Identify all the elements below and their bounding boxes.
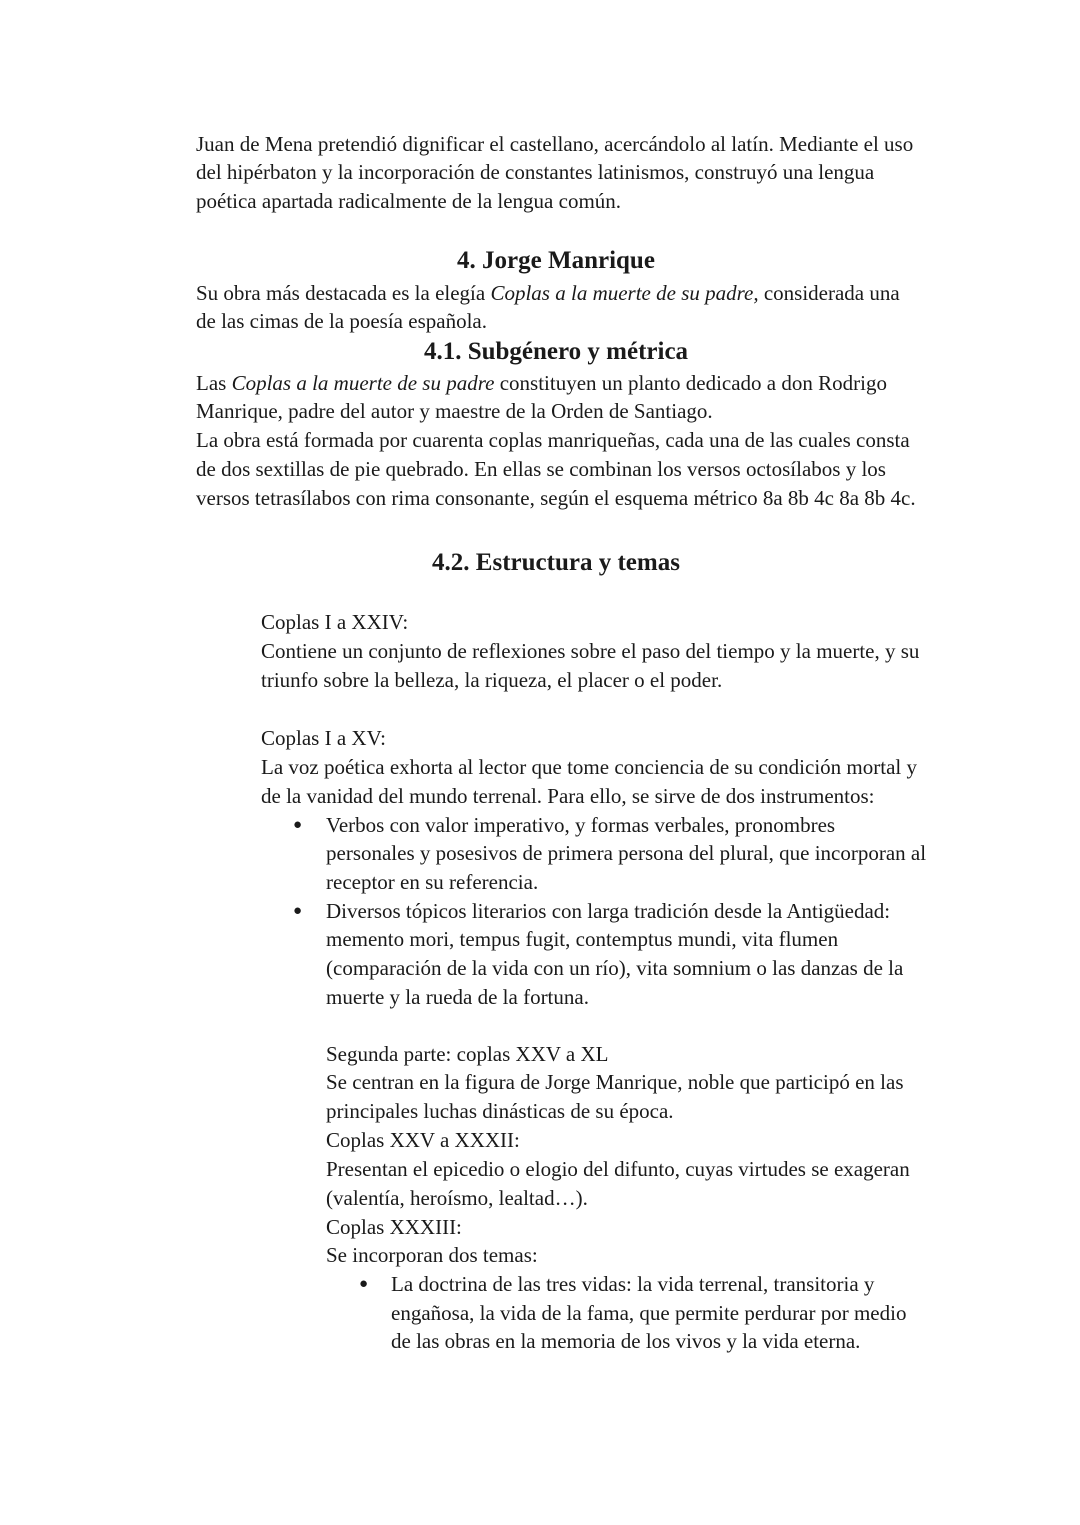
text-line: Juan de Mena pretendió dignificar el castellano, acercándolo al latín. Mediante el uso xyxy=(196,132,914,156)
bullet-icon: ● xyxy=(293,903,303,919)
text-line: memento mori, tempus fugit, contemptus mundi, vita flumen xyxy=(326,927,839,951)
text-line: Presentan el epicedio o elogio del difunto, cuyas virtudes se exageran xyxy=(326,1157,910,1181)
text-line: principales luchas dinásticas de su época. xyxy=(326,1099,674,1123)
text-line: Se incorporan dos temas: xyxy=(326,1243,538,1267)
text-line: Diversos tópicos literarios con larga tradición desde la Antigüedad: xyxy=(326,899,891,923)
text-line: La obra está formada por cuarenta coplas manriqueñas, cada una de las cuales consta xyxy=(196,428,910,452)
text-line: Coplas I a XV: xyxy=(261,726,387,750)
text-line: La voz poética exhorta al lector que tome conciencia de su condición mortal y xyxy=(261,755,917,779)
heading-section-4: 4. Jorge Manrique xyxy=(457,247,655,274)
text: Su obra más destacada es la elegía xyxy=(196,281,491,305)
text-line: personales y posesivos de primera persona del plural, que incorporan al xyxy=(326,841,927,865)
bullet-icon: ● xyxy=(359,1276,369,1292)
text-line: Contiene un conjunto de reflexiones sobre el paso del tiempo y la muerte, y su xyxy=(261,639,920,663)
text-line: Verbos con valor imperativo, y formas verbales, pronombres xyxy=(326,813,836,837)
text-line: (comparación de la vida con un río), vita somnium o las danzas de la xyxy=(326,956,904,980)
bullet-icon: ● xyxy=(293,817,303,833)
text-line: Coplas XXV a XXXII: xyxy=(326,1128,520,1152)
work-title: Coplas a la muerte de su padre, xyxy=(490,281,759,305)
work-title: Coplas a la muerte de su padre xyxy=(231,371,495,395)
text-line: La doctrina de las tres vidas: la vida terrenal, transitoria y xyxy=(391,1272,875,1296)
text-line: versos tetrasílabos con rima consonante, según el esquema métrico 8a 8b 4c 8a 8b 4c. xyxy=(196,486,916,510)
text-line: poética apartada radicalmente de la lengua común. xyxy=(196,189,622,213)
text-line: Segunda parte: coplas XXV a XL xyxy=(326,1042,609,1066)
text-line xyxy=(196,279,900,308)
text: constituyen un planto dedicado a don Rodrigo xyxy=(494,371,887,395)
heading-section-4-1: 4.1. Subgénero y métrica xyxy=(423,338,689,365)
text-line: Se centran en la figura de Jorge Manrique, noble que participó en las xyxy=(326,1070,904,1094)
text-line: Manrique, padre del autor y maestre de la Orden de Santiago. xyxy=(196,399,713,423)
text-line: de la vanidad del mundo terrenal. Para ello, se sirve de dos instrumentos: xyxy=(261,784,875,808)
text-line: de dos sextillas de pie quebrado. En ellas se combinan los versos octosílabos y los xyxy=(196,457,886,481)
text-line: (valentía, heroísmo, lealtad…). xyxy=(326,1186,588,1210)
text-line: engañosa, la vida de la fama, que permite perdurar por medio xyxy=(391,1301,907,1325)
text: considerada una xyxy=(758,281,900,305)
text-line: Coplas XXXIII: xyxy=(326,1215,462,1239)
text-line: muerte y la rueda de la fortuna. xyxy=(326,985,589,1009)
heading-section-4-2: 4.2. Estructura y temas xyxy=(432,549,680,576)
text: Las xyxy=(196,371,232,395)
text-line: triunfo sobre la belleza, la riqueza, el placer o el poder. xyxy=(261,668,723,692)
text-line: de las cimas de la poesía española. xyxy=(196,309,487,333)
text-line: receptor en su referencia. xyxy=(326,870,539,894)
text-line: Coplas I a XXIV: xyxy=(261,610,409,634)
text-line xyxy=(196,369,887,398)
text-line: del hipérbaton y la incorporación de constantes latinismos, construyó una lengua xyxy=(196,160,875,184)
text-line: de las obras en la memoria de los vivos y la vida eterna. xyxy=(391,1329,861,1353)
